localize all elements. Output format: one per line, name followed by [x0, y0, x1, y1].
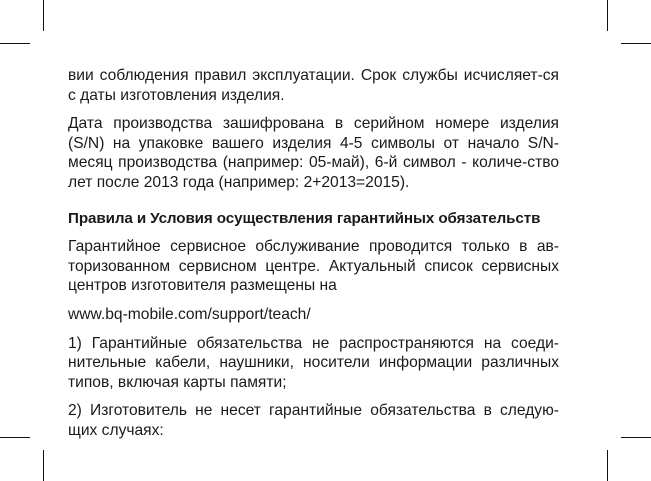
- crop-mark-top-right-horizontal: [621, 43, 651, 44]
- crop-mark-bottom-left-horizontal: [0, 437, 30, 438]
- crop-mark-top-left-horizontal: [0, 43, 30, 44]
- paragraph-production-date: Дата производства зашифрована в серийном номере изделия (S/N) на упаковке вашего изделия 4-5 символы от начало S/N-месяц производства (например: 05-май), 6-й символ - количе-ство лет после 2013 года (например: 2+2013=2015).: [68, 115, 559, 191]
- paragraph-service-centers: Гарантийное сервисное обслуживание проводится только в ав-торизованном сервисном центре. Актуальный список сервисных центров изготовителя размещены на: [68, 238, 559, 295]
- document-body: [68, 66, 559, 441]
- crop-mark-bottom-right-horizontal: [621, 437, 651, 438]
- support-url: www.bq-mobile.com/support/teach/: [68, 305, 311, 323]
- section-heading: Правила и Условия осуществления гарантийных обязательств: [68, 209, 541, 227]
- crop-mark-bottom-right: [607, 450, 608, 481]
- crop-mark-bottom-left: [43, 450, 44, 481]
- crop-mark-top-left: [43, 0, 44, 31]
- clause-1: 1) Гарантийные обязательства не распространяются на соеди-нительные кабели, наушники, носители информации различных типов, включая карты памяти;: [68, 334, 559, 391]
- clause-2: 2) Изготовитель не несет гарантийные обязательства в следую-щих случаях:: [68, 402, 559, 439]
- paragraph-service-life: вии соблюдения правил эксплуатации. Срок службы исчисляет-ся с даты изготовления изделия.: [68, 67, 559, 104]
- crop-mark-top-right: [607, 0, 608, 31]
